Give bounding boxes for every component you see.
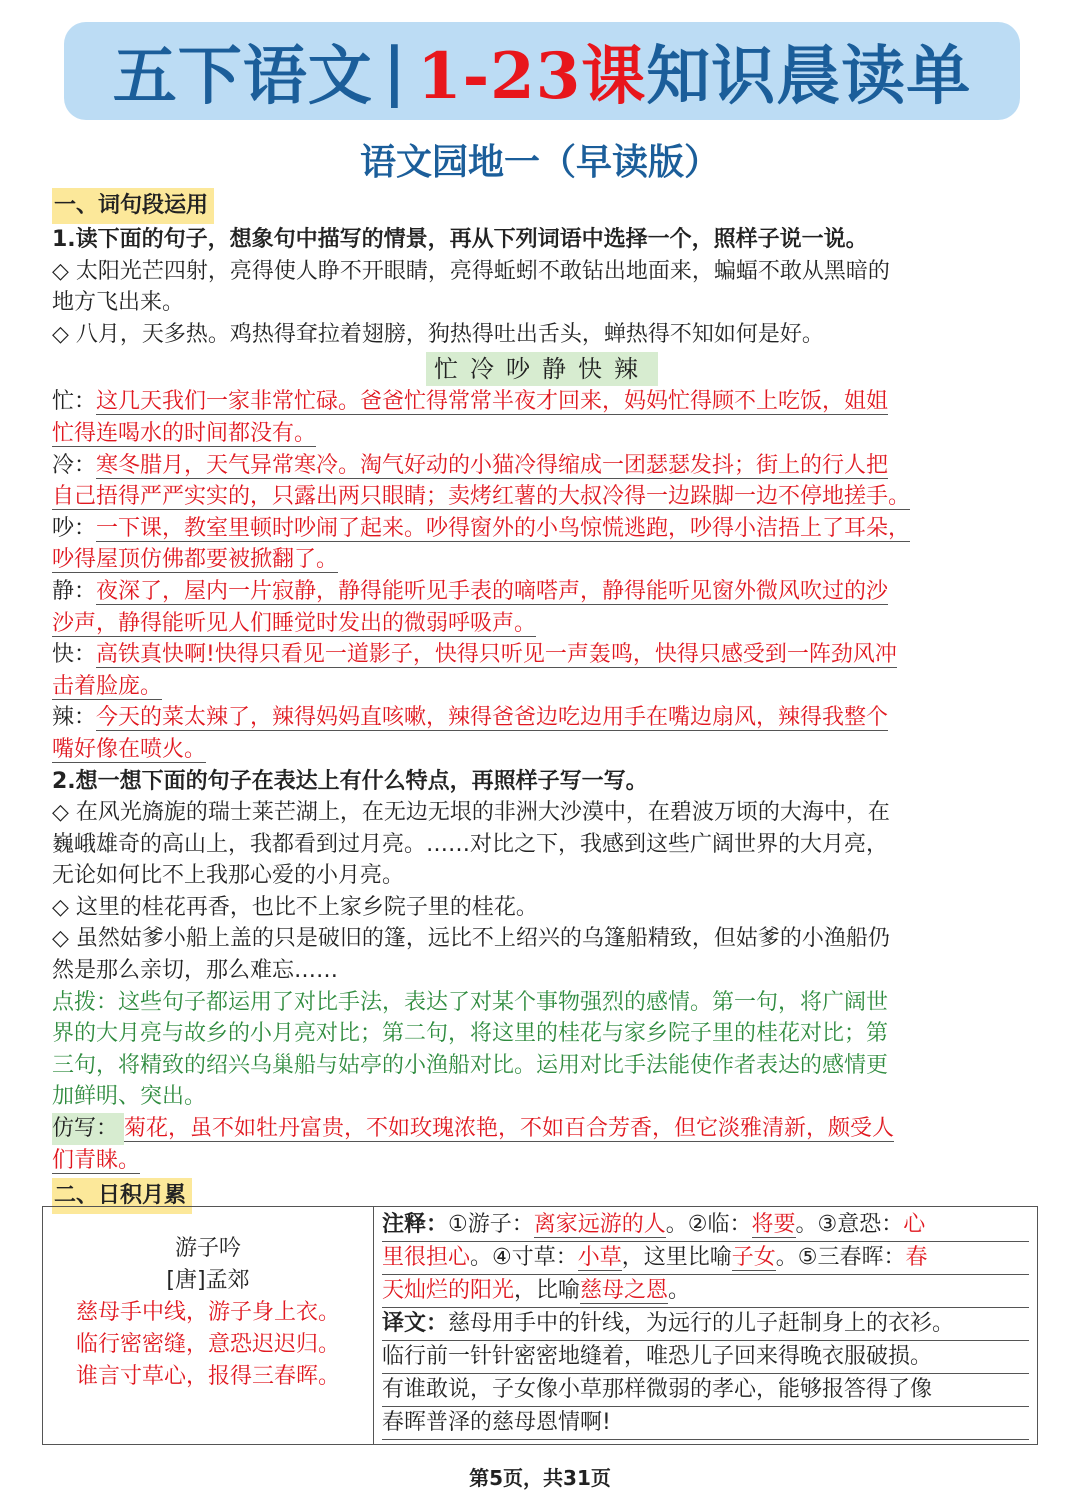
notes-cell (374, 1207, 1038, 1445)
answer-label: 吵： (52, 515, 97, 541)
poem-line: 谁言寸草心，报得三春晖。 (75, 1364, 340, 1389)
title-banner (64, 22, 1020, 120)
note-meaning: 小草 (577, 1245, 622, 1270)
page-footer: 第5页，共31页 (469, 1466, 611, 1490)
answer-text: 沙声，静得能听见人们睡觉时发出的微弱呼吸声。 (52, 610, 537, 636)
note-meaning: 心 (903, 1212, 926, 1237)
note-term: 。 (668, 1278, 691, 1303)
example-1-line-2: 地方飞出来。 (52, 290, 185, 316)
answer-text: 高铁真快啊!快得只看见一道影子，快得只听见一声轰鸣，快得只感受到一阵劲风冲 (96, 642, 897, 668)
answer-label: 忙： (52, 389, 97, 415)
example-2: ◇ 八月，天多热。鸡热得耷拉着翅膀，狗热得吐出舌头，蝉热得不知如何是好。 (52, 321, 824, 347)
title-separator: | (382, 33, 408, 109)
answer-item (52, 576, 1032, 608)
note-term: 。③意恐： (795, 1212, 904, 1237)
title-grade: 五下语文 (112, 39, 373, 114)
imitate-text: 们青睐。 (52, 1147, 141, 1173)
translation-line-1 (382, 1308, 1029, 1341)
imitate-line-1 (52, 1113, 1032, 1145)
note-meaning: 里很担心 (382, 1245, 471, 1270)
example-5-line-2: 然是那么亲切，那么难忘…… (52, 958, 339, 984)
example-3-line-1: ◇ 在风光旖旎的瑞士莱芒湖上，在无边无垠的非洲大沙漠中，在碧波万顷的大海中，在 (52, 800, 890, 826)
question-1: 1.读下面的句子，想象句中描写的情景，再从下列词语中选择一个，照样子说一说。 (52, 227, 868, 252)
answer-label: 冷： (52, 452, 97, 478)
notes-line-3 (382, 1275, 1029, 1308)
answer-item (52, 450, 1032, 482)
page-subtitle: 语文园地一（早读版） (359, 142, 720, 183)
note-term: ，比喻 (514, 1278, 581, 1303)
answer-item (52, 386, 1032, 418)
tip-line: 点拨：这些句子都运用了对比手法，表达了对某个事物强烈的感情。第一句，将广阔世 (52, 989, 889, 1015)
poem-cell (43, 1207, 374, 1445)
note-meaning: 慈母之恩 (580, 1278, 669, 1303)
answer-item-cont (52, 481, 1032, 513)
example-4: ◇ 这里的桂花再香，也比不上家乡院子里的桂花。 (52, 894, 538, 920)
title-topic: 知识晨读单 (646, 39, 972, 114)
question-2: 2.想一想下面的句子在表达上有什么特点，再照样子写一写。 (52, 768, 648, 794)
answer-item (52, 639, 1032, 671)
answer-label: 辣： (52, 705, 97, 731)
notes-line-1 (382, 1209, 1029, 1242)
imitate-line-2 (52, 1145, 1032, 1177)
answer-text: 嘴好像在喷火。 (52, 736, 207, 762)
answer-item-cont (52, 608, 1032, 640)
tip-line: 三句，将精致的绍兴乌巢船与姑亭的小渔船对比。运用对比手法能使作者表达的感情更 (52, 1052, 889, 1078)
note-meaning: 将要 (751, 1212, 796, 1237)
answer-text: 这几天我们一家非常忙碌。爸爸忙得常常半夜才回来，妈妈忙得顾不上吃饭，姐姐 (96, 389, 889, 415)
section1-heading: 一、词句段运用 (52, 188, 214, 224)
poem-author: [唐]孟郊 (166, 1268, 250, 1293)
note-term: 。⑤三春晖： (775, 1245, 906, 1270)
answer-text: 自己捂得严严实实的，只露出两只眼睛；卖烤红薯的大叔冷得一边跺脚一边不停地搓手。 (52, 484, 911, 510)
note-meaning: 天灿烂的阳光 (382, 1278, 515, 1303)
poem-line: 慈母手中线，游子身上衣。 (75, 1300, 340, 1325)
note-term: 。④寸草： (470, 1245, 578, 1270)
answer-label: 快： (52, 642, 97, 668)
poem-table (42, 1206, 1038, 1445)
translation-line-3: 有谁敢说，子女像小草那样微弱的孝心，能够报答得了像 (382, 1374, 1029, 1407)
translation-text: 慈母用手中的针线，为远行的儿子赶制身上的衣衫。 (448, 1311, 955, 1336)
section-word-usage (52, 188, 1032, 1214)
imitate-text: 菊花，虽不如牡丹富贵，不如玫瑰浓艳，不如百合芳香，但它淡雅清新，颇受人 (124, 1116, 895, 1142)
answer-list (52, 386, 1032, 765)
answer-text: 忙得连喝水的时间都没有。 (52, 420, 317, 446)
note-meaning: 子女 (731, 1245, 776, 1270)
translation-line-4: 春晖普泽的慈母恩情啊! (382, 1407, 1029, 1440)
answer-item-cont (52, 671, 1032, 703)
note-meaning: 离家远游的人 (533, 1212, 666, 1237)
answer-text: 一下课，教室里顿时吵闹了起来。吵得窗外的小鸟惊慌逃跑，吵得小洁捂上了耳朵， (96, 515, 911, 541)
tip-line: 加鲜明、突出。 (52, 1084, 207, 1110)
answer-item-cont (52, 544, 1032, 576)
answer-text: 寒冬腊月，天气异常寒冷。淘气好动的小猫冷得缩成一团瑟瑟发抖；街上的行人把 (96, 452, 889, 478)
section2-heading: 二、日积月累 (52, 1178, 192, 1214)
answer-text: 今天的菜太辣了，辣得妈妈直咳嗽，辣得爸爸边吃边用手在嘴边扇风，辣得我整个 (96, 705, 889, 731)
poem-title: 游子吟 (174, 1236, 241, 1261)
tip-line: 界的大月亮与故乡的小月亮对比；第二句，将这里的桂花与家乡院子里的桂花对比；第 (52, 1021, 889, 1047)
title-lessons: 1-23课 (417, 39, 647, 114)
notes-label: 注释： (382, 1212, 449, 1237)
example-3-line-3: 无论如何比不上我那心爱的小月亮。 (52, 863, 405, 889)
note-meaning: 春 (905, 1245, 928, 1270)
translation-line-2: 临行前一针针密密地缝着，唯恐儿子回来得晚衣服破损。 (382, 1341, 1029, 1374)
word-choices: 忙冷吵静快辣 (426, 352, 658, 386)
answer-text: 击着脸庞。 (52, 673, 163, 699)
example-3-line-2: 巍峨雄奇的高山上，我都看到过月亮。……对比之下，我感到这些广阔世界的大月亮， (52, 831, 889, 857)
translation-label: 译文： (382, 1311, 449, 1336)
answer-text: 夜深了，屋内一片寂静，静得能听见手表的嘀嗒声，静得能听见窗外微风吹过的沙 (96, 578, 889, 604)
example-5-line-1: ◇ 虽然姑爹小船上盖的只是破旧的篷，远比不上绍兴的乌篷船精致，但姑爹的小渔船仍 (52, 926, 890, 952)
note-term: 。②临： (665, 1212, 752, 1237)
answer-item-cont (52, 734, 1032, 766)
answer-label: 静： (52, 578, 97, 604)
note-term: ，这里比喻 (621, 1245, 732, 1270)
notes-line-2 (382, 1242, 1029, 1275)
answer-item-cont (52, 418, 1032, 450)
poem-line: 临行密密缝，意恐迟迟归。 (75, 1332, 340, 1357)
answer-text: 吵得屋顶仿佛都要被掀翻了。 (52, 547, 339, 573)
answer-item (52, 702, 1032, 734)
example-1-line-1: ◇ 太阳光芒四射，亮得使人睁不开眼睛，亮得蚯蚓不敢钻出地面来，蝙蝠不敢从黑暗的 (52, 258, 890, 284)
note-term: ①游子： (448, 1212, 534, 1237)
answer-item (52, 513, 1032, 545)
imitate-label: 仿写： (52, 1113, 124, 1145)
